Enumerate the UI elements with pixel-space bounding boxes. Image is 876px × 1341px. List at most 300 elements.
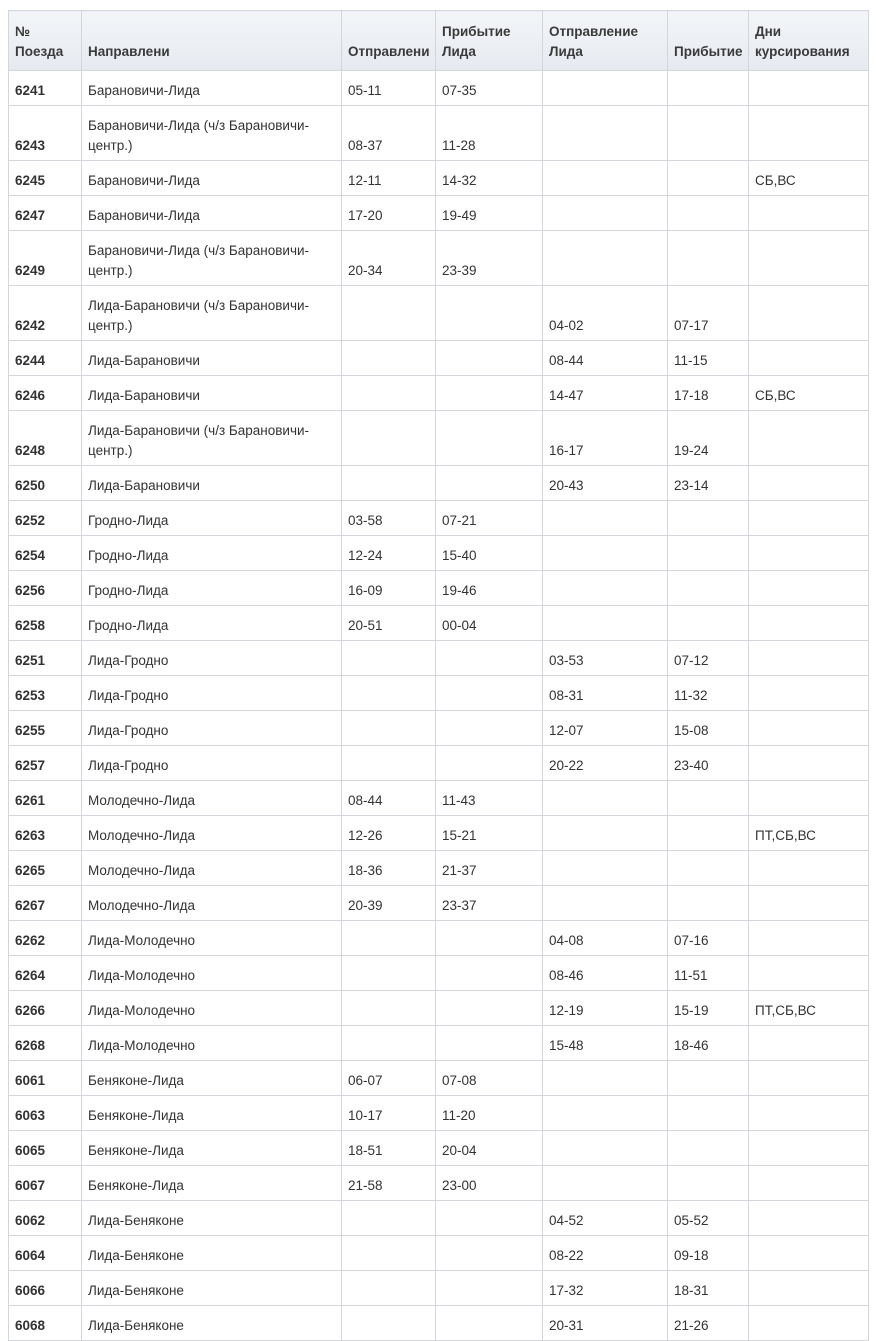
header-direction: Направлени: [82, 11, 342, 71]
cell-departure: [342, 1201, 436, 1236]
direction-line1: Лида-Барановичи (ч/з Барановичи-: [88, 298, 310, 313]
cell-direction: [82, 676, 342, 711]
cell-departure: [342, 711, 436, 746]
cell-departure-lida: 12-07: [543, 711, 668, 746]
cell-departure-lida: [543, 501, 668, 536]
cell-departure: [342, 921, 436, 956]
cell-departure-lida: [543, 536, 668, 571]
table-row: [9, 1201, 869, 1236]
cell-departure-lida: [543, 781, 668, 816]
table-row: [9, 231, 869, 286]
cell-arrival-lida: 11-20: [436, 1096, 543, 1131]
cell-arrival-lida: [436, 1201, 543, 1236]
header-departure-lida-line1: Отправление: [549, 24, 639, 39]
cell-train-number: 6250: [9, 466, 82, 501]
cell-departure: 05-11: [342, 71, 436, 106]
cell-days: [749, 1026, 869, 1061]
cell-days: ПТ,СБ,ВС: [749, 816, 869, 851]
table-row: [9, 816, 869, 851]
cell-departure: 06-07: [342, 1061, 436, 1096]
cell-arrival: 07-16: [668, 921, 749, 956]
cell-departure: 12-24: [342, 536, 436, 571]
cell-direction: [82, 1271, 342, 1306]
cell-direction: [82, 536, 342, 571]
cell-days: [749, 106, 869, 161]
direction-line1: Барановичи-Лида (ч/з Барановичи-: [88, 118, 310, 133]
table-row: [9, 606, 869, 641]
cell-arrival: 11-15: [668, 341, 749, 376]
cell-arrival-lida: [436, 676, 543, 711]
table-row: [9, 71, 869, 106]
cell-days: [749, 851, 869, 886]
cell-days: [749, 196, 869, 231]
cell-train-number: 6245: [9, 161, 82, 196]
cell-departure-lida: 08-44: [543, 341, 668, 376]
header-departure-lida: [543, 11, 668, 71]
direction-line1: Лида-Молодечно: [88, 933, 196, 948]
cell-departure-lida: [543, 816, 668, 851]
cell-arrival: 07-12: [668, 641, 749, 676]
cell-arrival-lida: 14-32: [436, 161, 543, 196]
cell-arrival-lida: [436, 376, 543, 411]
cell-arrival-lida: [436, 641, 543, 676]
cell-direction: [82, 161, 342, 196]
cell-direction: [82, 886, 342, 921]
direction-line1: Гродно-Лида: [88, 513, 169, 528]
cell-days: [749, 1271, 869, 1306]
cell-days: [749, 711, 869, 746]
cell-arrival-lida: 19-49: [436, 196, 543, 231]
cell-arrival-lida: 11-43: [436, 781, 543, 816]
cell-arrival: [668, 851, 749, 886]
cell-train-number: 6063: [9, 1096, 82, 1131]
cell-days: [749, 411, 869, 466]
header-days: [749, 11, 869, 71]
cell-departure-lida: 12-19: [543, 991, 668, 1026]
header-train-number: [9, 11, 82, 71]
cell-departure-lida: 16-17: [543, 411, 668, 466]
cell-departure: [342, 286, 436, 341]
cell-departure: [342, 411, 436, 466]
direction-line2: центр.): [88, 443, 133, 458]
header-departure: Отправлени: [342, 11, 436, 71]
cell-train-number: 6265: [9, 851, 82, 886]
cell-arrival: 23-40: [668, 746, 749, 781]
table-row: [9, 711, 869, 746]
cell-train-number: 6267: [9, 886, 82, 921]
cell-departure: [342, 956, 436, 991]
cell-arrival-lida: 15-40: [436, 536, 543, 571]
cell-departure-lida: [543, 231, 668, 286]
direction-line1: Лида-Молодечно: [88, 1003, 196, 1018]
cell-arrival-lida: [436, 1306, 543, 1341]
header-days-line1: Дни: [755, 24, 782, 39]
direction-line1: Гродно-Лида: [88, 548, 169, 563]
cell-train-number: 6246: [9, 376, 82, 411]
cell-arrival: [668, 501, 749, 536]
cell-days: [749, 1306, 869, 1341]
cell-departure-lida: 20-31: [543, 1306, 668, 1341]
cell-days: [749, 606, 869, 641]
cell-days: [749, 781, 869, 816]
cell-arrival: 19-24: [668, 411, 749, 466]
cell-train-number: 6247: [9, 196, 82, 231]
cell-arrival: 18-46: [668, 1026, 749, 1061]
cell-train-number: 6067: [9, 1166, 82, 1201]
cell-days: [749, 676, 869, 711]
cell-departure-lida: 17-32: [543, 1271, 668, 1306]
cell-departure-lida: [543, 1166, 668, 1201]
cell-arrival: 15-08: [668, 711, 749, 746]
cell-days: [749, 1131, 869, 1166]
cell-train-number: 6263: [9, 816, 82, 851]
direction-line1: Лида-Гродно: [88, 653, 169, 668]
cell-days: [749, 536, 869, 571]
cell-arrival: 07-17: [668, 286, 749, 341]
cell-arrival: [668, 606, 749, 641]
header-train-number-line1: №: [15, 24, 31, 39]
header-days-line2: курсирования: [755, 44, 850, 59]
cell-days: [749, 1061, 869, 1096]
cell-days: [749, 286, 869, 341]
cell-departure-lida: [543, 71, 668, 106]
table-row: [9, 106, 869, 161]
cell-arrival: 15-19: [668, 991, 749, 1026]
cell-departure: 18-51: [342, 1131, 436, 1166]
table-row: [9, 921, 869, 956]
cell-arrival: [668, 781, 749, 816]
cell-departure-lida: [543, 851, 668, 886]
header-departure-lida-line2: Лида: [549, 44, 583, 59]
cell-direction: [82, 376, 342, 411]
cell-departure: [342, 466, 436, 501]
cell-train-number: 6252: [9, 501, 82, 536]
cell-arrival: [668, 71, 749, 106]
cell-direction: [82, 781, 342, 816]
cell-direction: [82, 1131, 342, 1166]
table-row: [9, 1236, 869, 1271]
cell-train-number: 6065: [9, 1131, 82, 1166]
cell-departure-lida: [543, 606, 668, 641]
table-row: [9, 411, 869, 466]
cell-train-number: 6253: [9, 676, 82, 711]
cell-days: [749, 71, 869, 106]
direction-line1: Молодечно-Лида: [88, 863, 196, 878]
cell-arrival: 11-51: [668, 956, 749, 991]
table-row: [9, 376, 869, 411]
cell-train-number: 6068: [9, 1306, 82, 1341]
cell-arrival: 05-52: [668, 1201, 749, 1236]
cell-departure: 16-09: [342, 571, 436, 606]
cell-direction: [82, 816, 342, 851]
table-row: [9, 196, 869, 231]
cell-arrival: [668, 1096, 749, 1131]
cell-departure: 10-17: [342, 1096, 436, 1131]
cell-departure-lida: 03-53: [543, 641, 668, 676]
direction-line1: Барановичи-Лида: [88, 173, 200, 188]
header-arrival: Прибытие: [668, 11, 749, 71]
direction-line1: Молодечно-Лида: [88, 828, 196, 843]
cell-direction: [82, 1026, 342, 1061]
cell-days: [749, 1096, 869, 1131]
cell-departure: [342, 746, 436, 781]
cell-days: [749, 921, 869, 956]
cell-departure-lida: 08-31: [543, 676, 668, 711]
table-row: [9, 571, 869, 606]
cell-direction: [82, 956, 342, 991]
cell-train-number: 6257: [9, 746, 82, 781]
cell-arrival-lida: [436, 411, 543, 466]
cell-train-number: 6268: [9, 1026, 82, 1061]
cell-train-number: 6064: [9, 1236, 82, 1271]
cell-departure: [342, 1026, 436, 1061]
cell-arrival: [668, 816, 749, 851]
cell-train-number: 6262: [9, 921, 82, 956]
table-row: [9, 1271, 869, 1306]
direction-line1: Лида-Гродно: [88, 758, 169, 773]
table-row: [9, 781, 869, 816]
cell-arrival: [668, 161, 749, 196]
direction-line1: Молодечно-Лида: [88, 793, 196, 808]
direction-line2: центр.): [88, 263, 133, 278]
cell-days: [749, 231, 869, 286]
cell-direction: [82, 106, 342, 161]
cell-departure-lida: [543, 1131, 668, 1166]
cell-departure-lida: [543, 571, 668, 606]
cell-arrival: [668, 1131, 749, 1166]
cell-direction: [82, 571, 342, 606]
cell-departure: 17-20: [342, 196, 436, 231]
cell-departure-lida: 20-22: [543, 746, 668, 781]
cell-days: [749, 1201, 869, 1236]
direction-line1: Лида-Барановичи: [88, 388, 200, 403]
table-row: [9, 1026, 869, 1061]
header-row: [9, 11, 869, 71]
table-row: [9, 1306, 869, 1341]
cell-days: [749, 956, 869, 991]
cell-departure: 08-37: [342, 106, 436, 161]
cell-days: [749, 341, 869, 376]
cell-departure-lida: 04-02: [543, 286, 668, 341]
cell-arrival-lida: 07-35: [436, 71, 543, 106]
cell-direction: [82, 231, 342, 286]
cell-arrival-lida: [436, 1026, 543, 1061]
train-schedule-table: [8, 10, 869, 1341]
cell-arrival-lida: 21-37: [436, 851, 543, 886]
direction-line1: Беняконе-Лида: [88, 1108, 184, 1123]
cell-days: СБ,ВС: [749, 161, 869, 196]
cell-arrival: 21-26: [668, 1306, 749, 1341]
cell-arrival: [668, 106, 749, 161]
cell-train-number: 6241: [9, 71, 82, 106]
cell-train-number: 6258: [9, 606, 82, 641]
table-row: [9, 886, 869, 921]
cell-train-number: 6066: [9, 1271, 82, 1306]
cell-departure-lida: [543, 196, 668, 231]
cell-arrival: 18-31: [668, 1271, 749, 1306]
cell-train-number: 6243: [9, 106, 82, 161]
cell-arrival-lida: 23-00: [436, 1166, 543, 1201]
direction-line1: Гродно-Лида: [88, 618, 169, 633]
cell-departure-lida: 20-43: [543, 466, 668, 501]
cell-departure: 20-51: [342, 606, 436, 641]
table-row: [9, 1061, 869, 1096]
cell-arrival-lida: 00-04: [436, 606, 543, 641]
table-row: [9, 1166, 869, 1201]
cell-train-number: 6264: [9, 956, 82, 991]
cell-arrival-lida: [436, 1271, 543, 1306]
cell-departure: 20-39: [342, 886, 436, 921]
cell-direction: [82, 411, 342, 466]
schedule-container: [8, 10, 869, 1341]
header-train-number-line2: Поезда: [15, 44, 64, 59]
cell-direction: [82, 286, 342, 341]
cell-arrival-lida: 23-39: [436, 231, 543, 286]
cell-arrival-lida: 11-28: [436, 106, 543, 161]
direction-line1: Лида-Гродно: [88, 723, 169, 738]
cell-arrival: [668, 1166, 749, 1201]
cell-direction: [82, 501, 342, 536]
cell-arrival-lida: [436, 711, 543, 746]
direction-line2: центр.): [88, 318, 133, 333]
cell-arrival-lida: 23-37: [436, 886, 543, 921]
direction-line1: Лида-Гродно: [88, 688, 169, 703]
cell-departure: 12-11: [342, 161, 436, 196]
cell-direction: [82, 641, 342, 676]
cell-arrival-lida: [436, 466, 543, 501]
table-row: [9, 466, 869, 501]
cell-days: [749, 466, 869, 501]
cell-direction: [82, 196, 342, 231]
cell-train-number: 6244: [9, 341, 82, 376]
cell-train-number: 6062: [9, 1201, 82, 1236]
cell-departure: [342, 1271, 436, 1306]
cell-arrival: [668, 571, 749, 606]
cell-direction: [82, 1166, 342, 1201]
table-row: [9, 1096, 869, 1131]
cell-arrival: 17-18: [668, 376, 749, 411]
cell-arrival-lida: 07-21: [436, 501, 543, 536]
cell-days: ПТ,СБ,ВС: [749, 991, 869, 1026]
cell-arrival: 23-14: [668, 466, 749, 501]
cell-arrival-lida: [436, 341, 543, 376]
cell-departure-lida: [543, 1061, 668, 1096]
direction-line1: Лида-Барановичи: [88, 478, 200, 493]
cell-direction: [82, 1061, 342, 1096]
cell-arrival: 09-18: [668, 1236, 749, 1271]
cell-days: [749, 1166, 869, 1201]
cell-arrival-lida: [436, 286, 543, 341]
direction-line1: Лида-Беняконе: [88, 1213, 184, 1228]
direction-line1: Молодечно-Лида: [88, 898, 196, 913]
direction-line1: Лида-Беняконе: [88, 1283, 184, 1298]
cell-arrival-lida: [436, 1236, 543, 1271]
cell-departure: [342, 376, 436, 411]
direction-line1: Лида-Беняконе: [88, 1248, 184, 1263]
cell-train-number: 6256: [9, 571, 82, 606]
cell-arrival-lida: 19-46: [436, 571, 543, 606]
cell-days: [749, 641, 869, 676]
table-header: [9, 11, 869, 71]
cell-direction: [82, 851, 342, 886]
direction-line1: Беняконе-Лида: [88, 1143, 184, 1158]
cell-departure-lida: 08-22: [543, 1236, 668, 1271]
cell-departure: 12-26: [342, 816, 436, 851]
table-row: [9, 286, 869, 341]
cell-direction: [82, 921, 342, 956]
cell-direction: [82, 71, 342, 106]
cell-departure: [342, 341, 436, 376]
cell-arrival-lida: [436, 921, 543, 956]
cell-arrival: [668, 231, 749, 286]
cell-days: [749, 501, 869, 536]
cell-days: [749, 571, 869, 606]
cell-departure: [342, 641, 436, 676]
cell-train-number: 6261: [9, 781, 82, 816]
cell-days: [749, 746, 869, 781]
cell-train-number: 6249: [9, 231, 82, 286]
table-row: [9, 991, 869, 1026]
cell-direction: [82, 1201, 342, 1236]
cell-direction: [82, 711, 342, 746]
cell-departure-lida: 04-52: [543, 1201, 668, 1236]
cell-train-number: 6266: [9, 991, 82, 1026]
table-row: [9, 956, 869, 991]
direction-line1: Барановичи-Лида (ч/з Барановичи-: [88, 243, 310, 258]
cell-days: [749, 1236, 869, 1271]
cell-arrival: [668, 536, 749, 571]
cell-departure: [342, 991, 436, 1026]
table-row: [9, 536, 869, 571]
header-arrival-lida-line1: Прибытие: [442, 24, 511, 39]
table-body: [9, 71, 869, 1341]
cell-train-number: 6248: [9, 411, 82, 466]
cell-direction: [82, 466, 342, 501]
cell-direction: [82, 341, 342, 376]
direction-line2: центр.): [88, 138, 133, 153]
cell-direction: [82, 746, 342, 781]
cell-departure: [342, 1236, 436, 1271]
direction-line1: Лида-Беняконе: [88, 1318, 184, 1333]
cell-train-number: 6255: [9, 711, 82, 746]
header-arrival-lida: [436, 11, 543, 71]
cell-departure: 21-58: [342, 1166, 436, 1201]
direction-line1: Барановичи-Лида: [88, 208, 200, 223]
cell-train-number: 6061: [9, 1061, 82, 1096]
cell-departure-lida: 04-08: [543, 921, 668, 956]
table-row: [9, 641, 869, 676]
table-row: [9, 851, 869, 886]
direction-line1: Беняконе-Лида: [88, 1178, 184, 1193]
direction-line1: Лида-Барановичи (ч/з Барановичи-: [88, 423, 310, 438]
cell-departure: 03-58: [342, 501, 436, 536]
direction-line1: Лида-Барановичи: [88, 353, 200, 368]
direction-line1: Беняконе-Лида: [88, 1073, 184, 1088]
cell-arrival-lida: [436, 746, 543, 781]
table-row: [9, 676, 869, 711]
cell-train-number: 6254: [9, 536, 82, 571]
table-row: [9, 1131, 869, 1166]
direction-line1: Барановичи-Лида: [88, 83, 200, 98]
cell-departure-lida: 08-46: [543, 956, 668, 991]
cell-departure-lida: 15-48: [543, 1026, 668, 1061]
cell-departure-lida: 14-47: [543, 376, 668, 411]
cell-arrival-lida: 07-08: [436, 1061, 543, 1096]
cell-direction: [82, 1236, 342, 1271]
cell-arrival: 11-32: [668, 676, 749, 711]
cell-direction: [82, 1096, 342, 1131]
cell-arrival-lida: 20-04: [436, 1131, 543, 1166]
